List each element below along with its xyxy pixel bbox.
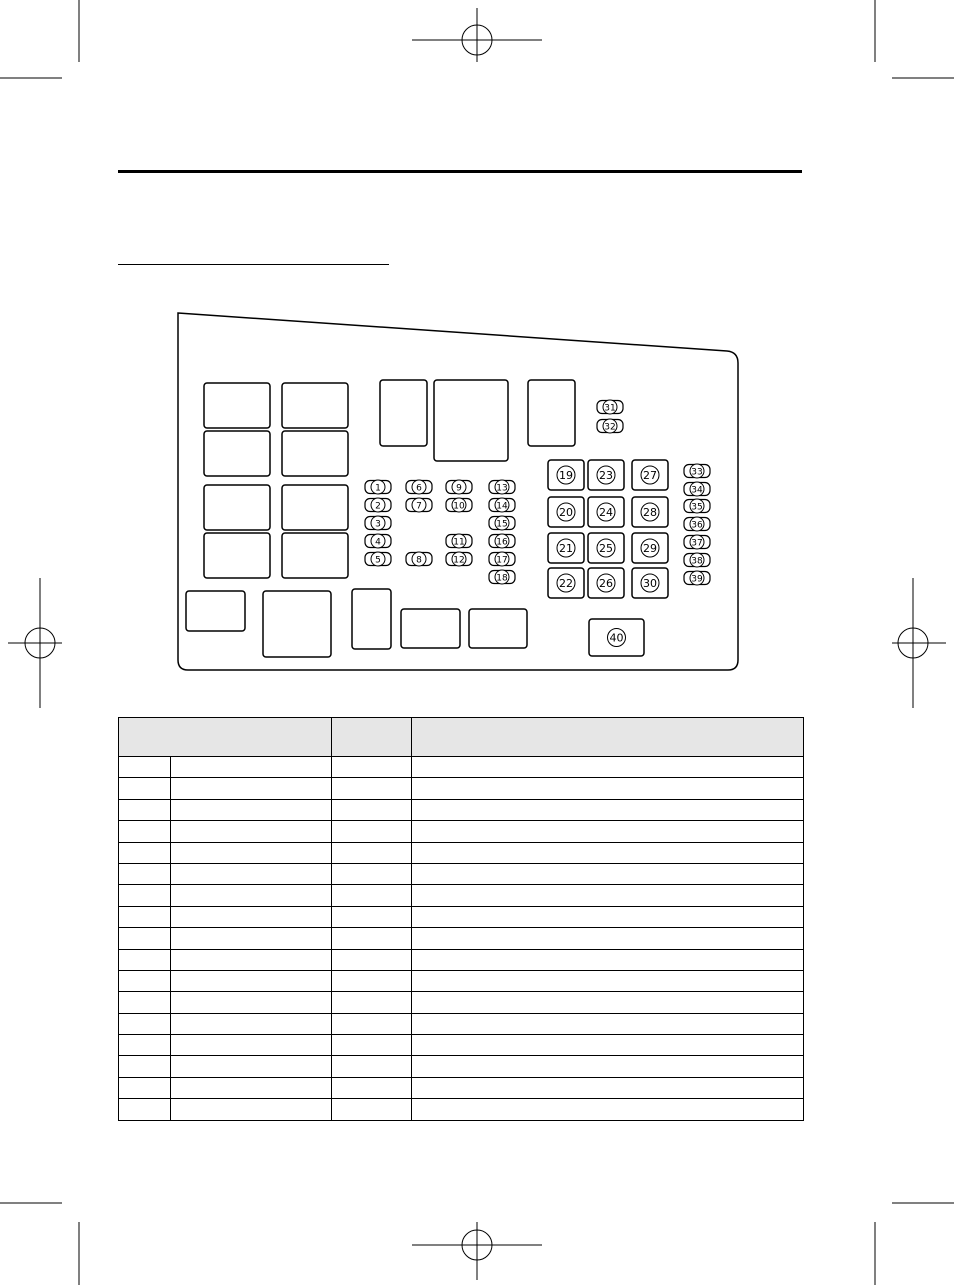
table-cell [412,885,804,906]
fuse-number: 34 [691,485,703,496]
table-cell [119,1077,171,1098]
fuse-14 [489,498,515,512]
table-row [119,821,804,842]
fuse-8 [406,552,432,566]
fuse-number: 25 [599,542,613,555]
table-cell [332,778,412,799]
fuse-number: 11 [453,537,465,548]
fuse-number: 13 [496,483,508,494]
table-cell [119,1056,171,1077]
table-row [119,842,804,863]
relay-box [204,383,270,428]
table-cell [171,863,332,884]
fuse-number: 3 [375,519,381,530]
table-cell [332,885,412,906]
table-cell [119,842,171,863]
table-cell [332,1099,412,1120]
fuse-positions [365,400,710,656]
relay-box [282,431,348,476]
table-cell [171,970,332,991]
table-row [119,949,804,970]
fuse-number: 30 [643,577,657,590]
table-cell [412,1035,804,1056]
fuse-number: 17 [496,555,508,566]
table-cell [171,1035,332,1056]
table-cell [119,1099,171,1120]
table-row [119,1056,804,1077]
table-cell [412,757,804,778]
table-cell [332,992,412,1013]
table-row [119,1099,804,1120]
fuse-number: 32 [604,422,616,433]
fuse-16 [489,534,515,548]
fuse-number: 23 [599,469,613,482]
fuse-18 [489,570,515,584]
table-cell [332,821,412,842]
fuse-37 [684,535,710,549]
table-row [119,885,804,906]
table-row [119,1077,804,1098]
table-row [119,1035,804,1056]
table-cell [412,863,804,884]
relay-box [282,383,348,428]
fuse-24 [588,497,624,527]
table-row [119,992,804,1013]
fuse-34 [684,482,710,496]
fuse-number: 38 [691,556,703,567]
table-cell [119,757,171,778]
fuse-number: 39 [691,574,703,585]
fuse-38 [684,553,710,567]
fuse-36 [684,517,710,531]
fuse-31 [597,400,623,414]
table-cell [412,1056,804,1077]
fuse-number: 24 [599,506,613,519]
fuse-3 [365,516,391,530]
table-cell [119,863,171,884]
relay-box [204,533,270,578]
fuse-number: 19 [559,469,573,482]
table-cell [171,885,332,906]
table-header-cell [412,718,804,757]
table-header-cell [119,718,332,757]
table-cell [119,821,171,842]
fuse-23 [588,460,624,490]
fuse-21 [548,533,584,563]
table-row [119,928,804,949]
fuse-number: 16 [496,537,508,548]
fuse-number: 4 [375,537,381,548]
table-cell [171,778,332,799]
fuse-number: 9 [456,483,462,494]
table-cell [119,778,171,799]
fuse-number: 6 [416,483,422,494]
relay-box [352,589,391,649]
fuse-10 [446,498,472,512]
relay-box [204,485,270,530]
table-cell [119,906,171,927]
relay-box [186,591,245,631]
fuse-number: 29 [643,542,657,555]
table-cell [119,970,171,991]
fuse-number: 18 [496,573,508,584]
table-cell [412,928,804,949]
relay-box [401,609,460,648]
fuse-6 [406,480,432,494]
table-cell [171,1077,332,1098]
fuse-number: 26 [599,577,613,590]
table-cell [332,949,412,970]
fuse-number: 37 [691,538,703,549]
fuse-number: 20 [559,506,573,519]
table-cell [171,1099,332,1120]
fuse-number: 33 [691,467,703,478]
fuse-number: 31 [604,403,616,414]
fuse-13 [489,480,515,494]
fuse-number: 28 [643,506,657,519]
table-cell [412,992,804,1013]
table-cell [332,906,412,927]
table-row [119,906,804,927]
table-cell [119,1035,171,1056]
table-cell [171,1056,332,1077]
relay-box [282,485,348,530]
fuse-7 [406,498,432,512]
table-cell [119,799,171,820]
fuse-11 [446,534,472,548]
fuse-number: 21 [559,542,573,555]
fuse-33 [684,464,710,478]
fuse-number: 12 [453,555,465,566]
table-cell [412,1013,804,1034]
fuse-table [118,717,804,1121]
fuse-25 [588,533,624,563]
fuse-27 [632,460,668,490]
fuse-40 [589,619,644,656]
table-row [119,757,804,778]
fuse-39 [684,571,710,585]
relay-box [528,380,575,446]
fuse-number: 8 [416,555,422,566]
table-cell [171,906,332,927]
table-cell [332,842,412,863]
table-cell [412,799,804,820]
fuse-number: 36 [691,520,703,531]
table-row [119,970,804,991]
table-cell [119,885,171,906]
fuse-35 [684,499,710,513]
table-cell [119,949,171,970]
table-cell [412,842,804,863]
fuse-29 [632,533,668,563]
fuse-number: 5 [375,555,381,566]
table-cell [412,821,804,842]
relay-box [263,591,331,657]
fuse-1 [365,480,391,494]
relay-box [282,533,348,578]
table-cell [332,757,412,778]
table-cell [412,949,804,970]
table-cell [412,970,804,991]
table-cell [171,799,332,820]
table-cell [119,992,171,1013]
table-cell [412,778,804,799]
table-header-row [119,718,804,757]
fuse-4 [365,534,391,548]
table-cell [412,906,804,927]
fuse-15 [489,516,515,530]
fuse-number: 15 [496,519,508,530]
fuse-number: 14 [496,501,508,512]
fuse-number: 40 [609,631,624,645]
table-header-cell [332,718,412,757]
table-cell [171,1013,332,1034]
table-cell [171,928,332,949]
fuse-number: 35 [691,502,703,513]
table-row [119,799,804,820]
fuse-20 [548,497,584,527]
table-cell [332,799,412,820]
relay-box [380,380,427,446]
fuse-32 [597,419,623,433]
table-cell [119,928,171,949]
table-cell [332,863,412,884]
table-cell [332,928,412,949]
fuse-26 [588,568,624,598]
table-cell [332,1077,412,1098]
fuse-28 [632,497,668,527]
table-cell [171,992,332,1013]
table-row [119,863,804,884]
fuse-number: 7 [416,501,422,512]
table-cell [171,949,332,970]
fuse-19 [548,460,584,490]
fuse-5 [365,552,391,566]
relay-box [434,380,508,461]
fuse-number: 10 [453,501,465,512]
fuse-number: 2 [375,501,381,512]
table-cell [412,1099,804,1120]
table-cell [119,1013,171,1034]
fuse-12 [446,552,472,566]
fuse-22 [548,568,584,598]
fuse-number: 1 [375,483,381,494]
table-cell [412,1077,804,1098]
fuse-number: 27 [643,469,657,482]
table-cell [171,842,332,863]
table-row [119,1013,804,1034]
table-cell [171,757,332,778]
table-cell [332,1013,412,1034]
table-cell [332,1056,412,1077]
table-cell [332,1035,412,1056]
table-cell [332,970,412,991]
fuse-2 [365,498,391,512]
fuse-30 [632,568,668,598]
fuse-number: 22 [559,577,573,590]
fuse-17 [489,552,515,566]
table-row [119,778,804,799]
relay-box [204,431,270,476]
fuse-9 [446,480,472,494]
table-cell [171,821,332,842]
relay-box [469,609,527,648]
